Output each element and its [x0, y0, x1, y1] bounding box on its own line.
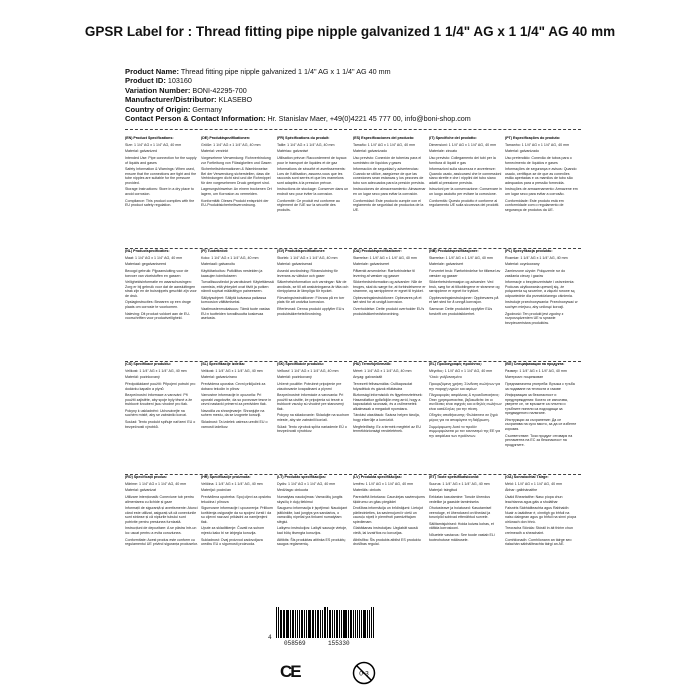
- barcode-bar: [308, 610, 311, 638]
- spec-cell-text: Uso previsto: Conexión de tuberías para el suministro de líquidos y gases: [353, 156, 422, 165]
- variation-number-row: [125, 86, 685, 95]
- spec-cell-text: Storage Instructions: Store in a dry place to avoid corrosion.: [125, 187, 194, 196]
- barcode-bar: [339, 610, 340, 638]
- spec-cell-heading: (FR) Spécifications du produit:: [277, 136, 330, 140]
- spec-cell-text: Säkerhetsinformation och varningar: När de används, se till att anslutningarna är täta och rörnipplarna är lämpliga för trycket.: [277, 280, 349, 294]
- spec-cell-text: Konformität: Dieses Produkt entspricht der EU-Produktsicherheitsverordnung.: [201, 198, 269, 208]
- spec-cell-text: Určené použitie: Potrubné pripojenie pre zásobovanie kvapalinami a plynmi: [277, 382, 342, 391]
- barcode-bar: [317, 610, 319, 638]
- spec-cell-text: Medžiaga: cinkuota: [277, 488, 308, 493]
- spec-cell-text: Treoracha Stórála: Stóráil in áit thirim chun creimeadh a sheachaint.: [505, 526, 573, 535]
- spec-cell-text: Materiál: pozinkovaný: [125, 375, 160, 380]
- barcode-bar: [292, 610, 294, 638]
- spec-cell-text: Mărime: 1 1/4" AG x 1 1/4" AG, 40 mm: [125, 481, 187, 486]
- spec-cell-text: Προοριζόμενη χρήση: Σύνδεση σωλήνων για την παροχή υγρών και αερίων: [429, 382, 501, 391]
- spec-cell-text: Material: galvaniserad: [277, 262, 313, 267]
- spec-cell: [505, 135, 581, 248]
- spec-cell: [429, 248, 505, 361]
- spec-cell-text: Größe: 1 1/4" AG x 1 1/4" AG, 40 mm: [201, 142, 261, 147]
- spec-cell-text: Suurus: 1 1/4" AG x 1 1/4" AG, 40 mm: [429, 481, 490, 486]
- spec-cell-text: Инструкции за съхранение: Да се съхранява на сухо място, за да се избегне корозия.: [505, 417, 577, 431]
- spec-cell-text: Velikost: 1 1/4" AG x 1 1/4" AG, 40 mm: [201, 368, 263, 373]
- language-spec-grid: [125, 135, 581, 595]
- info-label: Contact Person & Contact Information:: [125, 114, 266, 124]
- spec-cell-text: Conformitate: Acest produs este conform cu regulamentul UE privind siguranța produselor.: [125, 537, 198, 547]
- country-of-origin-row: [125, 105, 685, 114]
- spec-cell-text: Tárolási utasítások: Száraz helyen tárolja, hogy elkerülje a korróziót.: [353, 413, 420, 422]
- label-title: GPSR Label for : Thread fitting pipe nipple galvanized 1 1/4" AG x 1 1/4" AG 40 mm: [84, 24, 616, 39]
- spec-cell-text: Opslaginstructies: Bewaren op een droge plaats om corrosie te voorkomen.: [125, 300, 191, 309]
- info-label: Country of Origin:: [125, 104, 191, 114]
- manufacturer-row: [125, 95, 685, 104]
- spec-cell-text: Laikymo instrukcijos: Laikyti sausoje vietoje, kad būtų išvengta korozijos.: [277, 526, 348, 535]
- spec-cell-text: Opbevaringsinstruktioner: Opbevares på et tørt sted for at undgå korrosion.: [353, 295, 422, 305]
- spec-cell: [353, 248, 429, 361]
- barcode-bar: [332, 610, 333, 638]
- spec-cell: [353, 474, 429, 587]
- spec-cell: [277, 248, 353, 361]
- spec-cell-text: Taille: 1 1/4" AG x 1 1/4" AG, 40 mm: [277, 142, 335, 147]
- spec-cell-text: Συμμόρφωση: Αυτό το προϊόν συμμορφώνεται με τον κανονισμό της ΕΕ για την ασφάλεια των προϊόντων.: [429, 424, 501, 438]
- spec-cell-text: Compliance: This product complies with the EU product safety regulation.: [125, 198, 195, 208]
- spec-cell-text: Tamanho: 1 1/4" AG x 1 1/4" AG, 40 mm: [505, 142, 570, 147]
- spec-cell: [201, 474, 277, 587]
- spec-cell-text: Uso pretendido: Conexão de tubos para o fornecimento de líquidos e gases: [505, 156, 572, 165]
- spec-cell-text: Materiaali: galvanoitu: [201, 262, 235, 267]
- spec-cell-text: Efterlevnad: Denna produkt uppfyller EU:s produktsäkerhetsförordning.: [277, 307, 345, 316]
- spec-cell-text: Conformidad: Este producto cumple con el reglamento de seguridad de productos de la UE.: [353, 198, 424, 212]
- spec-cell-text: Veličina: 1 1/4" AG x 1 1/4" AG, 40 mm: [201, 481, 263, 486]
- info-value: 103160: [167, 76, 192, 86]
- spec-cell-heading: (RO) Specificații produs:: [125, 475, 168, 479]
- spec-cell-heading: (GA) Sonraíochtaí Táirge:: [505, 475, 549, 479]
- spec-cell-text: Informacje o bezpieczeństwie i ostrzeżenia: Podczas użytkowania upewnij się, że połączenia są szczelne, a złączki rurowe są odpowiednie dla przewidzianego ciśnienia.: [505, 280, 575, 298]
- barcode-bar: [313, 610, 314, 638]
- spec-cell-text: Beoogd gebruik: Pijpaansluiting voor de toevoer van vloeistoffen en gassen: [125, 269, 189, 278]
- spec-cell-heading: (ET) Toote spetsifikatsioonid:: [429, 475, 480, 479]
- barcode-bar: [329, 610, 332, 638]
- spec-cell-text: Vorgesehene Verwendung: Rohrverbindung zur Fortleitung von Flüssigkeiten und Gasen: [201, 156, 272, 165]
- spec-cell-text: Material: galvanizirano: [201, 375, 237, 380]
- spec-cell-text: Размер: 1 1/4" AG x 1 1/4" AG, 40 mm: [505, 368, 567, 373]
- spec-cell-text: Tamaño: 1 1/4" AG x 1 1/4" AG, 40 mm: [353, 142, 416, 147]
- barcode-lead-digit: 4: [268, 634, 272, 641]
- barcode-bar: [324, 607, 326, 638]
- spec-cell-text: Koko: 1 1/4" AG x 1 1/4" AG, 40 mm: [201, 255, 259, 260]
- barcode-bar: [361, 610, 362, 638]
- spec-cell-text: Съответствие: Този продукт отговаря на регламента на ЕС за безопасност на продуктите.: [505, 433, 573, 447]
- spec-cell-text: Biztonsági információk és figyelmeztetések: Használatkor győződjön meg arról, hogy a kapcsolatok szorosak, és a csőmenetek alkalmasak a megadott nyomásra.: [353, 393, 423, 411]
- barcode-bar: [283, 610, 284, 638]
- spec-cell-heading: (NB) Produktspesifikasjoner:: [429, 249, 479, 253]
- info-label: Variation Number:: [125, 85, 191, 95]
- spec-cell-text: Glabāšanas instrukcijas: Uzglabāt sausā vietā, lai izvairītos no korozijas.: [353, 526, 418, 535]
- barcode-bar: [371, 607, 373, 638]
- spec-cell-text: Size: 1 1/4" AG x 1 1/4" AG, 40 mm: [125, 142, 182, 147]
- barcode-bar: [306, 610, 307, 638]
- spec-cell-text: Материал: поцинкован: [505, 375, 544, 380]
- barcode-bar: [343, 610, 344, 638]
- barcode-bar: [295, 610, 296, 638]
- barcode-bar: [322, 610, 323, 638]
- spec-cell-text: Turvallisuustiedot ja varoitukset: Käytettäessä varmista, että yhteydet ovat tiiviit ja putken nännit sopivat määrättyyn paineeseen.: [201, 280, 274, 294]
- spec-cell-heading: (ES) Especificaciones del producto:: [353, 136, 415, 140]
- spec-cell-text: Eeldatav kasutamine: Torude ühendus vedelike ja gaaside tarnimiseks: [429, 495, 491, 504]
- spec-cell-text: Información de seguridad y advertencias: Cuando se utilice, asegúrese de que las conexiones sean estancas y los pezones de tubo son adecuados para la presión prevista.: [353, 167, 425, 185]
- spec-cell-text: Paredzētā lietošana: Caurulejas savienojums šķidrumu un gāzu piegādei: [353, 495, 425, 504]
- info-value: Germany: [192, 104, 222, 114]
- spec-cell-text: Instructions de stockage: Conserver dans un endroit sec pour éviter la corrosion.: [277, 187, 349, 196]
- barcode-left-digits: 058569: [284, 640, 306, 647]
- spec-cell-text: Overholdelse: Dette produkt overholder EU's produktsikkerhedsforordning.: [353, 307, 425, 316]
- age-warning-text: 0-3: [359, 670, 369, 678]
- spec-cell-text: Conformidade: Este produto está em conformidade com o regulamento de segurança de produtos da UE.: [505, 198, 564, 212]
- spec-cell-text: Matériau: galvanisé: [277, 149, 309, 154]
- ean-barcode: [268, 610, 378, 648]
- barcode-bar: [286, 610, 289, 638]
- barcode-bar: [363, 610, 366, 638]
- spec-cell-text: Påtænkt anvendelse: Rørforbindelse til levering af væsker og gasser: [353, 269, 415, 278]
- spec-cell-text: Material: galvanized: [125, 149, 157, 154]
- barcode-bar: [320, 610, 321, 638]
- barcode-bar: [350, 610, 352, 638]
- spec-cell-text: Ábhar: galbhánaithe: [505, 488, 538, 493]
- spec-cell-heading: (SK) Špecifikácie produktu:: [277, 362, 324, 366]
- spec-cell-text: Dydis: 1 1/4" AG x 1 1/4" AG, 40 mm: [277, 481, 336, 486]
- spec-cell-text: Veiligheidsinformatie en waarschuwingen: Zorg er bij gebruik voor dat de aansluitingen strak zijn en de buisnippels geschikt zijn voor de druk.: [125, 280, 197, 298]
- barcode-bar: [299, 610, 301, 638]
- spec-cell-text: Atbilstība: Šis produkts atbilst ES produktu drošības regulai.: [353, 537, 421, 547]
- spec-cell-text: Materjal: tsingitud: [429, 488, 458, 493]
- barcode-bar: [373, 607, 374, 638]
- spec-cell-text: Materiale: zincato: [429, 149, 458, 154]
- barcode-bar: [336, 610, 338, 638]
- spec-cell-heading: (BG) Спецификации на продукта:: [505, 362, 565, 366]
- spec-cell-text: Materiał: ocynkowany: [505, 262, 540, 267]
- spec-cell-text: Lagerungshinweise: An einem trockenen Ort lagern, um Korrosion zu vermeiden.: [201, 187, 272, 196]
- spec-cell-heading: (LT) Produkto specifikacijos:: [277, 475, 327, 479]
- spec-cell-text: Predvidena uporaba: Cevni priključek za dobavo tekočin in plinov: [201, 382, 266, 391]
- spec-cell-text: Numatytas naudojimas: Vamzdžių jungtis skysčių ir dujų tiekimui: [277, 495, 343, 504]
- spec-cell-text: Υλικό: γαλβανισμένο: [429, 375, 462, 380]
- barcode-bar: [327, 607, 328, 638]
- info-label: Product ID:: [125, 76, 166, 86]
- barcode-right-digits: 155330: [328, 640, 350, 647]
- spec-cell-text: Samsvar: Dette produktet oppfyller EUs forskrift om produktsikkerhet.: [429, 307, 493, 316]
- barcode-bar: [348, 610, 349, 638]
- spec-cell: [505, 248, 581, 361]
- spec-cell-text: Säilytysohjeet: Säilytä kuivassa paikassa korroosion välttämiseksi.: [201, 295, 267, 305]
- barcode-bar: [280, 610, 282, 638]
- spec-cell: [353, 361, 429, 474]
- spec-cell-heading: (DA) Produktspecifikationer:: [353, 249, 402, 253]
- spec-cell: [125, 361, 201, 474]
- spec-cell-text: Förvaringsinstruktioner: Förvara på en torr plats för att undvika korrosion.: [277, 295, 345, 305]
- spec-cell: [125, 248, 201, 361]
- barcode-bar: [312, 610, 313, 638]
- ce-mark-icon: CE: [280, 662, 300, 681]
- spec-cell-text: Material: verzinkt: [201, 149, 229, 154]
- spec-cell-text: Megfelelőség: Ez a termék megfelel az EU termékbiztonsági rendeletének.: [353, 424, 421, 434]
- spec-cell-text: Μέγεθος: 1 1/4" AG x 1 1/4" AG, 40 mm: [429, 368, 493, 373]
- conformity-marks: [268, 660, 388, 690]
- barcode-bar: [304, 610, 305, 638]
- spec-cell: [429, 361, 505, 474]
- spec-cell-heading: (PL) Specyfikacja produktu:: [505, 249, 553, 253]
- spec-cell-text: Säilitamisjuhised: Hoida kuivas kohas, et vältida korrosiooni.: [429, 521, 494, 531]
- spec-cell-heading: (DE) Produktspezifikationen:: [201, 136, 251, 140]
- spec-cell-heading: (IT) Specifiche del prodotto:: [429, 136, 477, 140]
- spec-cell-text: Utilisation prévue: Raccordement de tuyaux pour le transport de liquides et de gaz: [277, 156, 347, 165]
- spec-cell-text: Pokyny na skladovanie: Skladujte na suchom mieste, aby ste zabránili korózii.: [277, 413, 350, 422]
- spec-cell-heading: (SL) Specifikacije izdelka:: [201, 362, 245, 366]
- spec-cell-text: Úsáid Bheartaithe: Nasc píopa chun leachtanna agus gáis a sholáthar: [505, 495, 563, 504]
- spec-cell-text: Informações de segurança e avisos: Quando usado, certifique-se de que as conexões estão apertadas e os mamilos de tubo são adequados para a pressão fornecida.: [505, 167, 577, 185]
- spec-cell-text: Conformità: Questo prodotto è conforme al regolamento UE sulla sicurezza dei prodotti.: [429, 198, 500, 208]
- barcode-bar: [278, 607, 279, 638]
- spec-cell-text: Predviđena upotreba: Spoj cijevi za opskrbu tekućina i plinova: [201, 495, 272, 504]
- spec-cell-text: Vaatimustenmukaisuus: Tämä tuote vastaa EU:n tuotteiden turvallisuutta koskevaa asetusta.: [201, 307, 270, 321]
- barcode-bar: [355, 610, 356, 638]
- spec-cell-text: Storlek: 1 1/4" AG x 1 1/4" AG, 40 mm: [277, 255, 338, 260]
- spec-cell: [429, 135, 505, 248]
- spec-cell-text: Safety Information & Warnings: When used, ensure that the connections are tight and the tube nipples are suitable for the pressure provided.: [125, 167, 197, 185]
- spec-cell-text: Bezpečnostné informácie a varovania: Pri použití sa uistite, že pripojenia sú tesné a trubkové vsuvky sú vhodné pre stanovený tlak.: [277, 393, 344, 411]
- spec-cell-heading: (EN) Product Specifications:: [125, 136, 174, 140]
- barcode-bars: [276, 610, 378, 638]
- barcode-bar: [369, 610, 370, 638]
- spec-cell-text: Instruções de armazenamento: Armazene em um lugar seco para evitar a corrosão.: [505, 187, 578, 196]
- spec-cell-text: Maat: 1 1/4" AG x 1 1/4" AG, 40 mm: [125, 255, 183, 260]
- spec-cell: [125, 135, 201, 248]
- spec-cell-text: Oppbevaringsinstruksjoner: Oppbevares på et tørt sted for å unngå korrosjon.: [429, 295, 499, 305]
- product-id-row: [125, 76, 685, 85]
- spec-cell-text: Forventet bruk: Rørforbindelse for tilførsel av væsker og gasser: [429, 269, 501, 278]
- spec-cell-text: Materiale: galvanisert: [429, 262, 464, 267]
- spec-cell-text: Uso previsto: Collegamento dei tubi per la fornitura di liquidi e gas: [429, 156, 496, 165]
- info-value: KLASEBO: [218, 95, 253, 105]
- product-info: [125, 67, 685, 123]
- spec-cell-text: Предназначена употреба: Връзка с тръба за подаване на течности и газове: [505, 382, 575, 391]
- info-value: Hr. Stanislav Maer, +49(0)4221 45 777 00, info@boni-shop.com: [267, 114, 471, 124]
- spec-cell-text: Materiaal: gegalvaniseerd: [125, 262, 167, 267]
- barcode-bar: [284, 610, 285, 638]
- spec-cell-text: Størrelse: 1 1/4" AG x 1 1/4" AG, 40 mm: [429, 255, 493, 260]
- barcode-bar: [276, 607, 277, 638]
- spec-cell-text: Navodila za shranjevanje: Shranjujte na suhem mestu, da se izognete koroziji.: [201, 408, 265, 418]
- barcode-bar: [290, 610, 291, 638]
- spec-cell-text: Varnostne informacije in opozorila: Pri uporabi zagotovite, da so povezave tesne in cevni nastavki primerni za predviden tlak.: [201, 393, 272, 407]
- spec-cell-text: Sukladnost: Ovaj proizvod zadovoljava uredbu EU o sigurnosti proizvoda.: [201, 537, 263, 547]
- barcode-bar: [334, 610, 335, 638]
- barcode-bar: [353, 610, 354, 638]
- info-label: Manufacturer/Distributor:: [125, 95, 217, 105]
- spec-cell-text: Οδηγίες αποθήκευσης: Φυλάσσετε σε ξηρό μέρος για να αποφύγετε τη διάβρωση.: [429, 413, 498, 422]
- spec-cell-text: Předpokládané použití: Připojení potrubí pro dodávku kapalin a plynů: [125, 382, 196, 391]
- spec-cell-text: Veľkosť: 1 1/4" AG x 1 1/4" AG, 40 mm: [277, 368, 339, 373]
- spec-cell-text: Skladnost: Ta izdelek ustreza uredbi EU o varnosti izdelkov.: [201, 420, 268, 429]
- spec-cell-text: Izmērs: 1 1/4" AG x 1 1/4" AG, 40 mm: [353, 481, 414, 486]
- spec-cell-text: Zamierzone użycie: Połączenie rur do zasilania cieczy i gazów: [505, 269, 566, 278]
- spec-cell-text: Material: galvanizat: [125, 488, 156, 493]
- spec-cell-text: Dimensioni: 1 1/4" AG x 1 1/4" AG, 40 mm: [429, 142, 497, 147]
- spec-cell-text: Materiale: galvaniseret: [353, 262, 390, 267]
- barcode-bar: [341, 610, 342, 638]
- spec-cell-text: Käyttötarkoitus: Putkiliitos nesteiden ja kaasujen toimitukseen: [201, 269, 263, 278]
- spec-cell: [505, 361, 581, 474]
- spec-cell-heading: (SV) Produktspecifikationer:: [277, 249, 326, 253]
- spec-cell-heading: (FI) Tuotetiedot:: [201, 249, 229, 253]
- barcode-bar: [344, 610, 347, 638]
- barcode-bar: [357, 610, 358, 638]
- spec-cell-heading: (HU) Termékjellemzők:: [353, 362, 392, 366]
- spec-cell-text: Faisnéis Sábháilteachta agus Rabhaidh: Nuair a úsáidtear é, cinntigh go bhfuil na naisc daingean agus go bhfuil na sinní píopa oiriúnach don bhrú.: [505, 506, 577, 524]
- spec-cell-heading: (NL) Productspecificaties:: [125, 249, 170, 253]
- spec-cell: [353, 135, 429, 248]
- spec-cell-text: Sikkerhedsinformation og advarsler: Når de bruges, skal du sørge for, at forbindelserne er stramme, og rørnipplerne er egnet til trykket.: [353, 280, 426, 294]
- spec-cell-text: Sikkerhetsinformasjon og advarsler: Ved bruk, sørg for at tilkoblingene er stramme og rørnipplene er egnet for trykket.: [429, 280, 500, 294]
- spec-cell-text: Súlad: Tento výrobok spĺňa nariadenie EÚ o bezpečnosti výrobkov.: [277, 424, 347, 434]
- spec-cell-text: Materiāls: cinkots: [353, 488, 381, 493]
- spec-cell-text: Drošības informācija un brīdinājumi: Lietojot pārliecinieties, ka savienojumi ir cieši un cauruļu nipeļi ir piemēroti paredzētajam spiedienam.: [353, 506, 423, 524]
- spec-cell: [277, 474, 353, 587]
- spec-cell: [201, 361, 277, 474]
- spec-cell-text: Bezpečnostní informace a varování: Při použití zajistěte, aby spoje byly těsné a že trubkové šroubení jsou vhodné pro tlak.: [125, 393, 193, 407]
- age-warning-icon: [352, 661, 376, 685]
- spec-cell-text: Méid: 1 1/4" AG x 1 1/4" AG, 40 mm: [505, 481, 563, 486]
- spec-cell-text: Upute za skladištenje: Čuvati na suhom mjestu kako bi se izbjegla korozija.: [201, 526, 265, 535]
- spec-cell-text: Intended Use: Pipe connection for the supply of liquids and gases: [125, 156, 197, 165]
- info-value: Thread fitting pipe nipple galvanized 1 1/4" AG x 1 1/4" AG 40 mm: [180, 67, 391, 76]
- spec-cell-text: Méret: 1 1/4" AG x 1 1/4" AG, 40 mm: [353, 368, 412, 373]
- spec-cell-text: Informazioni sulla sicurezza e avvertenze: Quando usato, assicurarsi che le connessioni siano strette e che i nipplini dei tubo siano adatti al pressione prevista.: [429, 167, 502, 185]
- barcode-bar: [315, 610, 316, 638]
- spec-cell-text: Utilizare intenționată: Conexiune tub pentru alimentarea cu lichide și gaze: [125, 495, 194, 504]
- spec-cell-text: Πληροφορίες ασφάλειας & προειδοποιήσεις: Όταν χρησιμοποιείται, βεβαιωθείτε ότι οι συνδέσεις είναι σφιχτές και οι θηλές σωλήνων είναι κατάλληλες για την πίεση.: [429, 393, 502, 411]
- spec-cell-text: Material: galvanizado: [505, 149, 539, 154]
- spec-cell-text: Materiál: pozinkovaný: [277, 375, 312, 380]
- spec-cell: [277, 135, 353, 248]
- spec-cell-text: Conformité: Ce produit est conforme au règlement de l'UE sur la sécurité des produits.: [277, 198, 340, 212]
- barcode-bar: [367, 610, 368, 638]
- spec-cell-heading: (EL) Προδιαγραφές προϊόντος:: [429, 362, 483, 366]
- barcode-bar: [297, 610, 298, 638]
- spec-cell-text: Størrelse: 1 1/4" AG x 1 1/4" AG, 40 mm: [353, 255, 417, 260]
- spec-cell-heading: (HR) Specifikacije proizvoda:: [201, 475, 251, 479]
- contact-row: [125, 114, 685, 123]
- spec-cell: [201, 135, 277, 248]
- spec-cell-text: Avsedd användning: Röranslutning för leverans av vätskor och gaser: [277, 269, 338, 278]
- spec-cell-text: Anyag: galvanizált: [353, 375, 383, 380]
- spec-cell-text: Sicherheitsinformationen & Warnhinweise: Bei der Verwendung sicherstellen, dass die Verbindungen dicht sind und die Rohrnippel für den vorgesehenen Druck geeignet sind.: [201, 167, 271, 185]
- divider: [125, 129, 581, 130]
- spec-cell: [201, 248, 277, 361]
- spec-cell: [277, 361, 353, 474]
- spec-cell-text: Velikost: 1 1/4" AG x 1 1/4" AG, 40 mm: [125, 368, 187, 373]
- spec-cell-text: Rozmiar: 1 1/4" AG x 1 1/4" AG, 40 mm: [505, 255, 568, 260]
- spec-cell-heading: (PT) Especificações do produto:: [505, 136, 561, 140]
- barcode-bar: [359, 610, 361, 638]
- spec-cell-text: Tervezett felhasználás: Csőkapcsolat folyadékok és gázok ellátására: [353, 382, 413, 391]
- barcode-bar: [301, 610, 303, 638]
- spec-cell-text: Instrukcje przechowywania: Przechowywać w suchym miejscu, aby uniknąć korozji.: [505, 300, 578, 309]
- spec-cell: [429, 474, 505, 587]
- spec-cell-text: Ohutusteave ja hoiatused: Kasutamisel veenduge, et ühendused on tihedad ja toruniplid sobivad ettenähtud survele.: [429, 506, 492, 520]
- spec-cell-text: Pokyny k uskladnění: Uchovávejte na suchém místě, aby se zabránilo korozi.: [125, 408, 188, 418]
- product-name-row: [125, 67, 685, 76]
- spec-cell-text: Istruzioni per la conservazione: Conservare in un luogo asciutto per evitare la corrosione.: [429, 187, 502, 196]
- spec-cell-text: Comhlíonadh: Comhlíonann an táirge seo rialachán sábháilteachta táirgí an AE.: [505, 537, 572, 547]
- spec-cell-text: Soulad: Tento produkt splňuje nařízení EU o bezpečnosti výrobků.: [125, 420, 196, 429]
- spec-cell-text: Informations de sécurité et avertissements: Lors de l'utilisation, assurez-vous que les raccords sont serrés et que les mamelons sont adaptés à la pression prévue.: [277, 167, 346, 185]
- spec-cell-text: Zgodność: Ten produkt jest zgodny z rozporządzeniem UE w sprawie bezpieczeństwa produktów.: [505, 311, 564, 325]
- spec-cell: [125, 474, 201, 587]
- spec-cell-text: Instrucțiuni de depozitare: A se păstra într-un loc uscat pentru a evita coroziunea.: [125, 526, 197, 535]
- spec-cell-text: Informații de siguranță și avertismente: Atunci când este utilizat, asigurați-vă că conexiunile sunt strânse și că niplurile tubului sunt potrivite pentru presiunea furnizată.: [125, 506, 198, 524]
- spec-cell-text: Atitiktis: Šis produktas atitinka ES produktų saugos reglamentą.: [277, 537, 346, 547]
- spec-cell-text: Nõuetele vastavus: See toode vastab ELi tooteohutuse määrusele.: [429, 533, 495, 542]
- info-label: Product Name:: [125, 67, 180, 76]
- spec-cell-text: Instrucciones de almacenamiento: Almacenar en un lugar seco para evitar la corrosión.: [353, 187, 426, 196]
- spec-cell-heading: (LV) Produkta specifikācijas:: [353, 475, 402, 479]
- spec-cell-text: Sigurnosne informacije i upozorenja: Prilikom korištenja osigurajte da su spojevi čvrsti i da su cijevni nazuvci prikladni za namijenjeni tlak.: [201, 506, 273, 524]
- spec-cell-heading: (CS) Specifikace produktu:: [125, 362, 171, 366]
- info-value: BONI-42295-700: [192, 85, 247, 95]
- spec-cell-text: Material: galvanizado: [353, 149, 387, 154]
- spec-cell-text: Saugumo informacija ir įspėjimai: Naudojant įsitikinkite, kad jungtys yra sandarios, o vamzdžių nipeliai yra tinkami numatytam slėgiui.: [277, 506, 348, 524]
- spec-cell-text: Naleving: Dit product voldoet aan de EU-voorschriften voor productveiligheid.: [125, 311, 191, 321]
- spec-cell: [505, 474, 581, 587]
- spec-cell-text: Materijal: pocinčan: [201, 488, 231, 493]
- spec-cell-text: Информация за безопасност и предупреждения: Когато се използва, уверете се, че връзките са плътни и тръбните нипели са подходящи за предвиденото налягане.: [505, 393, 568, 416]
